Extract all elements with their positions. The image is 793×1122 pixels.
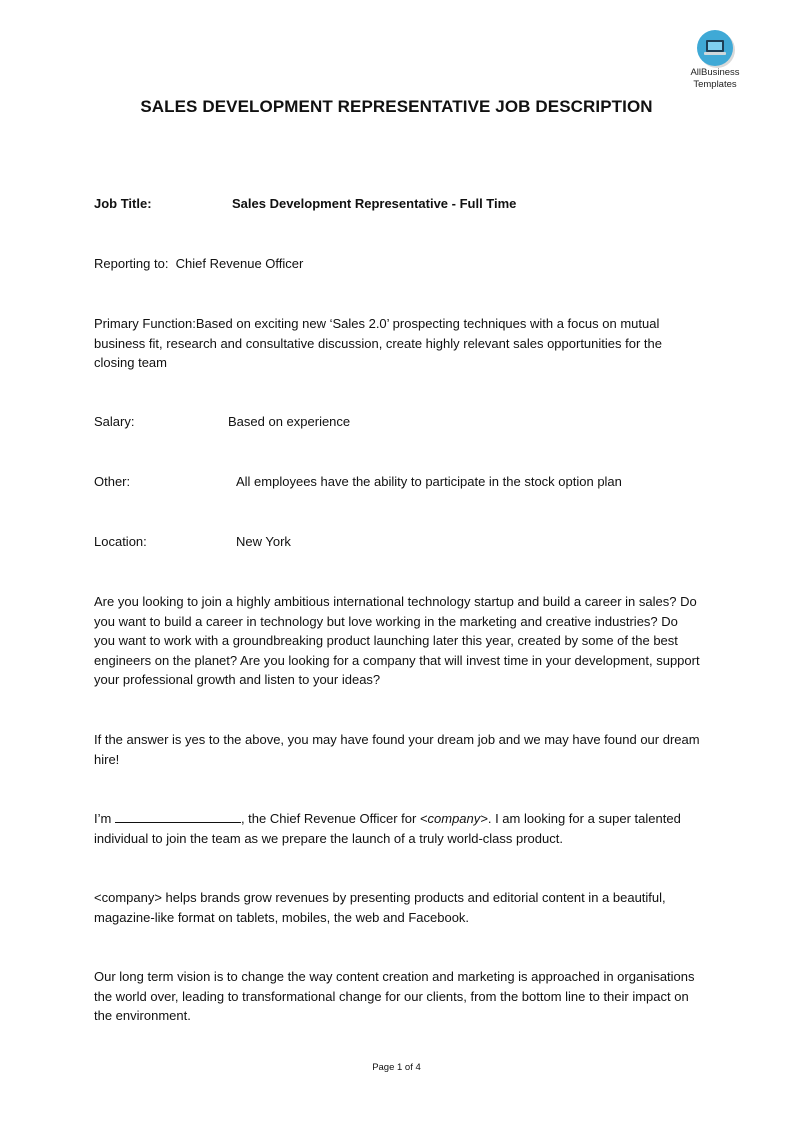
reporting-to-value: Chief Revenue Officer [175,256,304,271]
vision-paragraph: Our long term vision is to change the way content creation and marketing is approached in organisations the world over, leading to transformational change for our clients, from the bottom line to their impact on the environment. [94,969,695,1024]
job-title-value: Sales Development Representative - Full Time [232,196,517,211]
intro-end: . I am looking for a super talented individual to join the team as we prepare the launch of a truly world-class product. [94,811,681,846]
page-number: Page 1 of 4 [372,1062,421,1073]
logo-text-line1: AllBusiness [690,67,740,78]
logo-text-line2: Templates [693,79,737,90]
intro-paragraph: Are you looking to join a highly ambitious international technology startup and build a career in sales? Do you want to build a career in technology but love working in the marketing and creative industries? Do you want to work with a groundbreaking product launching later this year, created by some of the best engineers on the planet? Are you looking for a company that will invest time in your development, support your professional growth and listen to your ideas? [94,594,700,688]
company-placeholder: <company> [419,811,488,826]
intro-start: I’m [94,811,115,826]
reporting-to-label: Reporting to: [94,256,169,271]
laptop-icon [697,30,733,66]
reporting-to-line [94,254,303,274]
salary-label: Salary: [94,414,135,429]
other-label: Other: [94,474,131,489]
dream-job-paragraph: If the answer is yes to the above, you may have found your dream job and we may have found our dream hire! [94,732,700,767]
location-label: Location: [94,534,147,549]
primary-function-value: Based on exciting new ‘Sales 2.0’ prospecting techniques with a focus on mutual business fit, research and consultative discussion, create highly relevant sales opportunities for the closing team [94,316,662,371]
salary-value: Based on experience [228,414,351,429]
introduction-paragraph [94,809,702,848]
primary-function [94,314,702,373]
company-paragraph: <company> helps brands grow revenues by presenting products and editorial content in a beautiful, magazine-like format on tablets, mobiles, the web and Facebook. [94,890,666,925]
other-value: All employees have the ability to participate in the stock option plan [236,474,622,489]
job-title-label: Job Title: [94,196,152,211]
intro-mid: , the Chief Revenue Officer for [240,811,420,826]
primary-function-label: Primary Function: [94,316,196,331]
name-blank-line [115,810,241,823]
allbusiness-templates-logo [676,30,754,90]
location-value: New York [236,534,291,549]
document-title: SALES DEVELOPMENT REPRESENTATIVE JOB DESCRIPTION [140,97,653,116]
